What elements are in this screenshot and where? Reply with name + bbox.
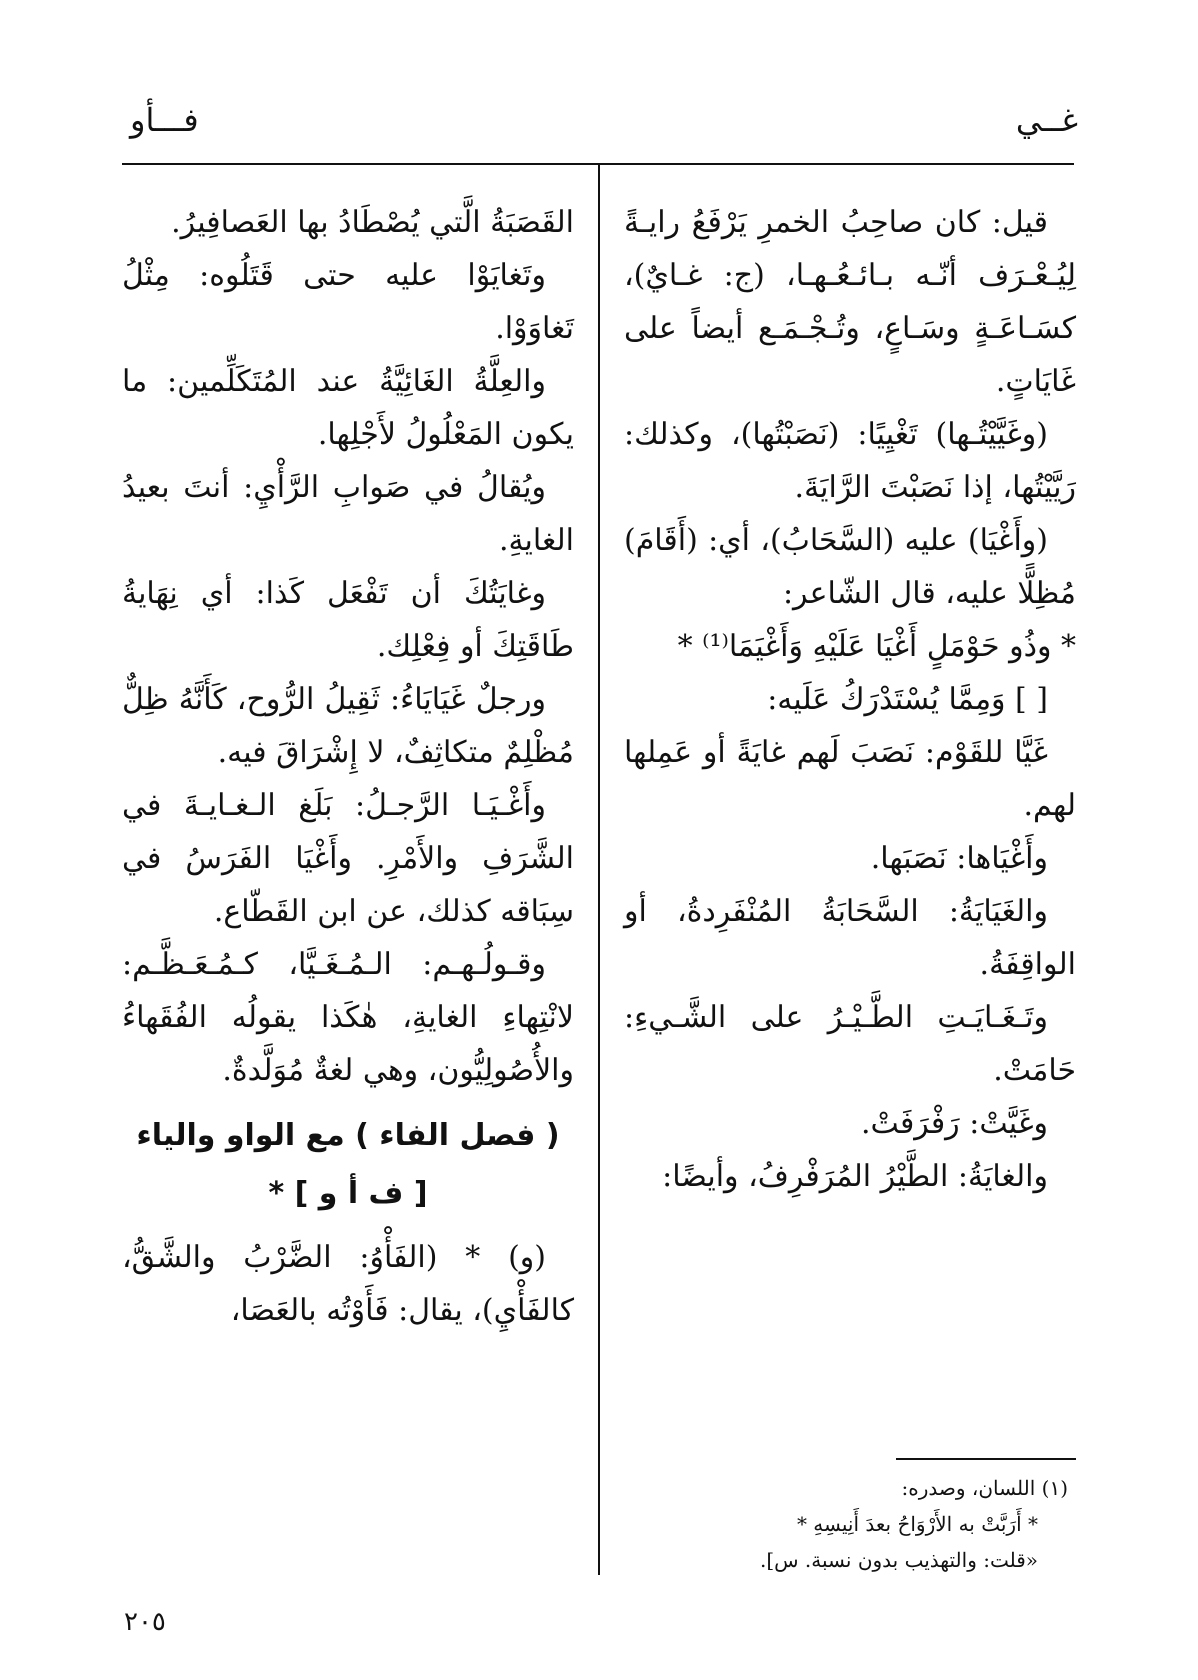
entry-paragraph: [ ] وَمِمَّا يُسْتَدْرَكُ عَلَيه: <box>767 682 1048 717</box>
entry-paragraph: (و) * (الفَأْوُ: الضَّرْبُ والشَّقُّ، كالفَأْيِ)، يقال: فَأَوْتُه بالعَصَا، <box>122 1240 574 1328</box>
entry-paragraph: (وأَغْيَا) عليه (السَّحَابُ)، أي: (أَقَامَ) مُظِلًّا عليه، قال الشّاعر: <box>624 523 1076 611</box>
entry-paragraph: غَيَّا للقَوْم: نَصَبَ لَهم غايَةً أو عَمِلها لهم. <box>624 735 1076 823</box>
entry-paragraph: والعِلَّةُ الغَائِيَّةُ عند المُتَكَلِّمين: ما يكون المَعْلُولُ لأَجْلِها. <box>122 364 574 452</box>
entry-paragraph: وغَيَّتْ: رَفْرَفَتْ. <box>860 1106 1048 1141</box>
running-head-left: فـــأو <box>130 101 199 139</box>
entry-paragraph: والغايَةُ: الطَّيْرُ المُرَفْرِفُ، وأيضًا: <box>662 1159 1048 1194</box>
running-head-right: غــي <box>1015 101 1078 139</box>
column-divider <box>598 165 600 1575</box>
entry-paragraph: ورجلٌ غَيَايَاءُ: ثَقِيلُ الرُّوح، كَأَنَّهُ ظِلٌّ مُظْلِمٌ متكاثِفٌ، لا إِشْرَاقَ فيه. <box>122 682 574 770</box>
entry-paragraph: والغَيَايَةُ: السَّحَابَةُ المُنْفَرِدةُ، أو الواقِفَةُ. <box>624 894 1076 982</box>
entry-paragraph: وأَغْـيَـا الرَّجـلُ: بَلَغ الـغـايـةَ في الشَّرَفِ والأَمْرِ. وأَغْيَا الفَرَسُ في سِبَاقه كذلك، عن ابن القَطّاع. <box>122 788 574 929</box>
section-root: [ ف أ و ] * <box>268 1176 428 1211</box>
entry-paragraph: وغايَتُكَ أن تَفْعَل كَذا: أي نِهَايةُ طَاقَتِكَ أو فِعْلِك. <box>122 576 574 664</box>
footnote-line: «قلت: والتهذيب بدون نسبة. س]. <box>760 1548 1038 1572</box>
footnote-line: (١) اللسان، وصدره: <box>901 1476 1068 1500</box>
footnotes <box>628 1470 1068 1578</box>
right-column <box>624 196 1076 1203</box>
footnote-line: * أَرَبَّتْ به الأَرْوَاحُ بعدَ أَنِيسِهِ * <box>796 1512 1038 1536</box>
page-number: ٢٠٥ <box>124 1607 166 1637</box>
entry-paragraph: وأَغْيَاها: نَصَبَها. <box>870 841 1048 876</box>
left-column <box>122 196 574 1337</box>
footnote-rule <box>896 1458 1076 1460</box>
entry-paragraph: ويُقالُ في صَوابِ الرَّأْيِ: أنتَ بعيدُ الغايةِ. <box>122 470 574 558</box>
entry-paragraph: (وغَيَّيْتُـها) تَغْيِيًا: (نَصَبْتُها)، وكذلك: رَيَّيْتُها، إذا نَصَبْتَ الرَّايَةَ. <box>624 417 1076 505</box>
section-title: ( فصل الفاء ) مع الواو والياء <box>136 1118 560 1153</box>
entry-paragraph: القَصَبَةُ الَّتي يُصْطَادُ بها العَصافِيرُ. <box>171 205 574 240</box>
entry-paragraph: قيل: كان صاحِبُ الخمرِ يَرْفَعُ رايـةً لِيُـعْـرَف أنّـه بـائـعُـهـا، (ج: غـايٌ)، كسَـاعَـةٍ وسَـاعٍ، وتُـجْـمَـع أيضاً على غَايَاتٍ. <box>624 205 1076 399</box>
entry-paragraph: وتَـغَـايَـتِ الطَّـيْـرُ على الشَّـيءِ: حَامَتْ. <box>624 1000 1076 1088</box>
entry-paragraph: وقـولُـهـم: الـمُـغَـيَّا، كـمُـعَـظَّـم: لانْتِهاءِ الغايةِ، هٰكَذا يقولُه الفُقَهاءُ والأُصُولِيُّون، وهي لغةٌ مُوَلَّدةٌ. <box>122 947 574 1088</box>
poetry-verse: * وذُو حَوْمَلٍ أَغْيَا عَلَيْهِ وَأَغْيَمَا⁽¹⁾ * <box>677 629 1076 664</box>
entry-paragraph: وتَغايَوْا عليه حتى قَتَلُوه: مِثْلُ تَغاوَوْا. <box>122 258 574 346</box>
